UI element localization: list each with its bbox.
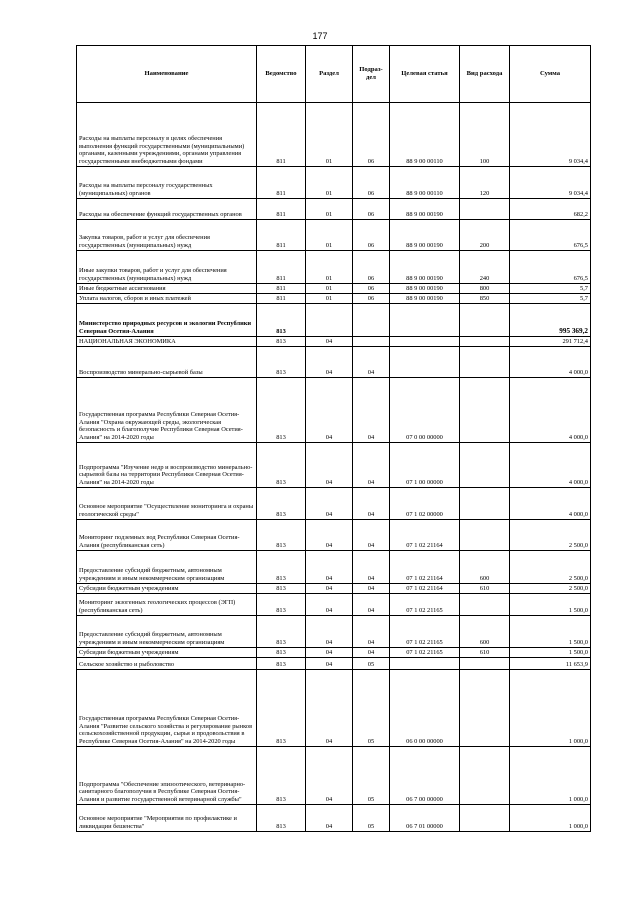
row-amount: 5,7 — [510, 294, 591, 304]
table-row — [77, 294, 591, 304]
row-subsection: 04 — [353, 584, 390, 594]
row-section: 04 — [306, 551, 353, 584]
row-amount: 5,7 — [510, 284, 591, 294]
row-amount: 4 000,0 — [510, 443, 591, 488]
row-section: 01 — [306, 294, 353, 304]
row-amount: 2 500,0 — [510, 584, 591, 594]
row-amount: 4 000,0 — [510, 378, 591, 443]
row-amount: 1 000,0 — [510, 747, 591, 805]
row-exp-type: 600 — [460, 551, 510, 584]
row-amount: 682,2 — [510, 199, 591, 220]
row-subsection: 04 — [353, 648, 390, 658]
row-name: Воспроизводство минерально-сырьевой базы — [77, 347, 257, 378]
row-ministry: 813 — [257, 443, 306, 488]
row-target: 88 9 00 00190 — [390, 199, 460, 220]
row-exp-type — [460, 378, 510, 443]
row-subsection: 05 — [353, 747, 390, 805]
row-amount: 1 000,0 — [510, 670, 591, 747]
row-target: 07 1 02 21165 — [390, 594, 460, 616]
row-ministry: 811 — [257, 167, 306, 199]
row-amount: 2 500,0 — [510, 551, 591, 584]
row-name: Подпрограмма "Изучение недр и воспроизводство минерально-сырьевой базы на территории Республики Северная Осетия-Алания" на 2014-2020 годы — [77, 443, 257, 488]
row-amount: 1 500,0 — [510, 594, 591, 616]
budget-table — [76, 45, 591, 832]
row-target: 07 1 02 21165 — [390, 648, 460, 658]
row-subsection: 04 — [353, 488, 390, 520]
table-row — [77, 251, 591, 284]
table-row — [77, 103, 591, 167]
row-amount: 676,5 — [510, 251, 591, 284]
row-subsection: 06 — [353, 284, 390, 294]
row-section: 01 — [306, 199, 353, 220]
row-ministry: 811 — [257, 251, 306, 284]
table-row — [77, 747, 591, 805]
row-target: 88 9 00 00190 — [390, 284, 460, 294]
row-name: Мониторинг экзогенных геологических процессов (ЭГП) (республиканская сеть) — [77, 594, 257, 616]
row-ministry: 811 — [257, 284, 306, 294]
row-name: Предоставление субсидий бюджетным, автономным учреждениям и иным некоммерческим организациям — [77, 551, 257, 584]
row-subsection — [353, 337, 390, 347]
row-section: 04 — [306, 747, 353, 805]
row-ministry: 813 — [257, 378, 306, 443]
row-amount: 11 653,9 — [510, 658, 591, 670]
row-amount: 9 034,4 — [510, 103, 591, 167]
row-name: Субсидии бюджетным учреждениям — [77, 648, 257, 658]
row-name: Расходы на выплаты персоналу в целях обеспечения выполнения функций государственными (муниципальными) органами, казенными учреждениями, органами управления государственными внебюджетными фондами — [77, 103, 257, 167]
table-row — [77, 584, 591, 594]
row-ministry: 813 — [257, 616, 306, 648]
table-row-ministry-total — [77, 304, 591, 337]
header-amount: Сумма — [510, 46, 591, 103]
row-target: 88 9 00 00190 — [390, 294, 460, 304]
row-target: 07 1 02 21165 — [390, 616, 460, 648]
row-subsection: 04 — [353, 551, 390, 584]
row-amount: 1 500,0 — [510, 648, 591, 658]
row-ministry: 813 — [257, 648, 306, 658]
row-name: Основное мероприятие "Мероприятия по профилактике и ликвидации бешенства" — [77, 805, 257, 832]
row-section: 04 — [306, 616, 353, 648]
row-target: 07 1 02 00000 — [390, 488, 460, 520]
row-section: 04 — [306, 443, 353, 488]
row-target — [390, 658, 460, 670]
table-row — [77, 616, 591, 648]
row-exp-type — [460, 747, 510, 805]
row-exp-type — [460, 488, 510, 520]
row-section: 01 — [306, 284, 353, 294]
row-exp-type — [460, 337, 510, 347]
row-exp-type — [460, 658, 510, 670]
row-amount: 676,5 — [510, 220, 591, 251]
row-name: Мониторинг подземных вод Республики Северная Осетия-Алания (республиканская сеть) — [77, 520, 257, 551]
row-amount: 995 369,2 — [510, 304, 591, 337]
table-row — [77, 594, 591, 616]
table-row — [77, 337, 591, 347]
row-section: 04 — [306, 347, 353, 378]
row-exp-type — [460, 520, 510, 551]
row-ministry: 811 — [257, 199, 306, 220]
row-target: 06 7 01 00000 — [390, 805, 460, 832]
row-exp-type: 120 — [460, 167, 510, 199]
row-subsection — [353, 304, 390, 337]
row-exp-type — [460, 805, 510, 832]
row-ministry: 813 — [257, 805, 306, 832]
row-amount: 4 000,0 — [510, 488, 591, 520]
row-target: 06 0 00 00000 — [390, 670, 460, 747]
row-subsection: 04 — [353, 347, 390, 378]
header-name: Наименование — [77, 46, 257, 103]
row-section: 04 — [306, 337, 353, 347]
row-name: Расходы на обеспечение функций государственных органов — [77, 199, 257, 220]
row-exp-type: 100 — [460, 103, 510, 167]
row-ministry: 811 — [257, 103, 306, 167]
row-name: Министерство природных ресурсов и экологии Республики Северная Осетия-Алания — [77, 304, 257, 337]
row-ministry: 813 — [257, 520, 306, 551]
row-ministry: 811 — [257, 294, 306, 304]
row-section: 01 — [306, 220, 353, 251]
row-exp-type: 240 — [460, 251, 510, 284]
row-subsection: 06 — [353, 103, 390, 167]
row-section: 04 — [306, 488, 353, 520]
table-row — [77, 443, 591, 488]
row-section: 04 — [306, 670, 353, 747]
row-section: 04 — [306, 658, 353, 670]
row-exp-type — [460, 199, 510, 220]
table-row — [77, 648, 591, 658]
row-subsection: 06 — [353, 220, 390, 251]
table-row — [77, 220, 591, 251]
row-target: 07 1 02 21164 — [390, 551, 460, 584]
header-exp-type: Вид расхода — [460, 46, 510, 103]
row-exp-type: 610 — [460, 648, 510, 658]
row-ministry: 813 — [257, 304, 306, 337]
table-row — [77, 520, 591, 551]
table-row — [77, 167, 591, 199]
row-subsection: 04 — [353, 594, 390, 616]
row-target — [390, 304, 460, 337]
row-subsection: 05 — [353, 670, 390, 747]
row-exp-type: 200 — [460, 220, 510, 251]
row-name: Иные бюджетные ассигнования — [77, 284, 257, 294]
row-target: 07 0 00 00000 — [390, 378, 460, 443]
row-amount: 1 500,0 — [510, 616, 591, 648]
table-row — [77, 347, 591, 378]
row-subsection: 04 — [353, 378, 390, 443]
row-subsection: 06 — [353, 167, 390, 199]
row-section: 04 — [306, 648, 353, 658]
row-ministry: 813 — [257, 551, 306, 584]
row-exp-type: 610 — [460, 584, 510, 594]
row-exp-type: 850 — [460, 294, 510, 304]
header-target: Целевая статья — [390, 46, 460, 103]
table-row — [77, 284, 591, 294]
row-target: 07 1 02 21164 — [390, 584, 460, 594]
row-section — [306, 304, 353, 337]
row-section: 04 — [306, 584, 353, 594]
row-subsection: 04 — [353, 520, 390, 551]
row-target: 88 9 00 00110 — [390, 167, 460, 199]
row-exp-type — [460, 443, 510, 488]
row-section: 01 — [306, 167, 353, 199]
header-ministry: Ведомство — [257, 46, 306, 103]
row-ministry: 813 — [257, 670, 306, 747]
row-name: Предоставление субсидий бюджетным, автономным учреждениям и иным некоммерческим организациям — [77, 616, 257, 648]
row-name: Субсидии бюджетным учреждениям — [77, 584, 257, 594]
row-name: Уплата налогов, сборов и иных платежей — [77, 294, 257, 304]
row-amount: 2 500,0 — [510, 520, 591, 551]
row-section: 04 — [306, 378, 353, 443]
row-ministry: 813 — [257, 594, 306, 616]
row-subsection: 06 — [353, 294, 390, 304]
row-target: 07 1 00 00000 — [390, 443, 460, 488]
table-row — [77, 551, 591, 584]
page-number: 177 — [312, 31, 328, 41]
row-name: Государственная программа Республики Северная Осетия-Алания "Охрана окружающей среды, экологическая безопасность и благополучие Республики Северная Осетия-Алания" на 2014-2020 годы — [77, 378, 257, 443]
header-subsection: Подраз-дел — [353, 46, 390, 103]
table-row — [77, 805, 591, 832]
row-exp-type — [460, 670, 510, 747]
row-exp-type: 600 — [460, 616, 510, 648]
row-ministry: 813 — [257, 658, 306, 670]
header-section: Раздел — [306, 46, 353, 103]
row-section: 04 — [306, 805, 353, 832]
row-exp-type — [460, 594, 510, 616]
row-exp-type — [460, 347, 510, 378]
row-name: Подпрограмма "Обеспечение эпизоотического, ветеринарно-санитарного благополучия в Республике Северная Осетия-Алания и развитие государственной ветеринарной службы" — [77, 747, 257, 805]
row-target: 88 9 00 00190 — [390, 251, 460, 284]
row-name: Государственная программа Республики Северная Осетия-Алания "Развитие сельского хозяйства и регулирование рынков сельскохозяйственной продукции, сырья и продовольствия в Республике Северная Осетия-Алания" на 2014-2020 годы — [77, 670, 257, 747]
row-target: 88 9 00 00110 — [390, 103, 460, 167]
row-ministry: 813 — [257, 584, 306, 594]
row-ministry: 813 — [257, 747, 306, 805]
row-name: Сельское хозяйство и рыболовство — [77, 658, 257, 670]
row-ministry: 813 — [257, 337, 306, 347]
row-target: 07 1 02 21164 — [390, 520, 460, 551]
row-name: Расходы на выплаты персоналу государственных (муниципальных) органов — [77, 167, 257, 199]
row-name: Закупка товаров, работ и услуг для обеспечения государственных (муниципальных) нужд — [77, 220, 257, 251]
row-subsection: 04 — [353, 616, 390, 648]
row-amount: 4 000,0 — [510, 347, 591, 378]
table-header-row — [77, 46, 591, 103]
row-target: 06 7 00 00000 — [390, 747, 460, 805]
row-exp-type: 800 — [460, 284, 510, 294]
row-exp-type — [460, 304, 510, 337]
table-row — [77, 378, 591, 443]
table-row — [77, 488, 591, 520]
row-section: 01 — [306, 103, 353, 167]
row-target — [390, 347, 460, 378]
row-amount: 9 034,4 — [510, 167, 591, 199]
row-subsection: 05 — [353, 658, 390, 670]
row-subsection: 05 — [353, 805, 390, 832]
row-section: 04 — [306, 594, 353, 616]
row-target: 88 9 00 00190 — [390, 220, 460, 251]
row-subsection: 04 — [353, 443, 390, 488]
table-row — [77, 199, 591, 220]
row-name: Иные закупки товаров, работ и услуг для обеспечения государственных (муниципальных) нужд — [77, 251, 257, 284]
row-name: НАЦИОНАЛЬНАЯ ЭКОНОМИКА — [77, 337, 257, 347]
table-row — [77, 670, 591, 747]
row-ministry: 813 — [257, 347, 306, 378]
row-amount: 291 712,4 — [510, 337, 591, 347]
row-subsection: 06 — [353, 251, 390, 284]
row-section: 01 — [306, 251, 353, 284]
row-target — [390, 337, 460, 347]
row-subsection: 06 — [353, 199, 390, 220]
row-ministry: 811 — [257, 220, 306, 251]
table-row — [77, 658, 591, 670]
row-name: Основное мероприятие "Осуществление мониторинга и охраны геологической среды" — [77, 488, 257, 520]
row-ministry: 813 — [257, 488, 306, 520]
row-amount: 1 000,0 — [510, 805, 591, 832]
row-section: 04 — [306, 520, 353, 551]
